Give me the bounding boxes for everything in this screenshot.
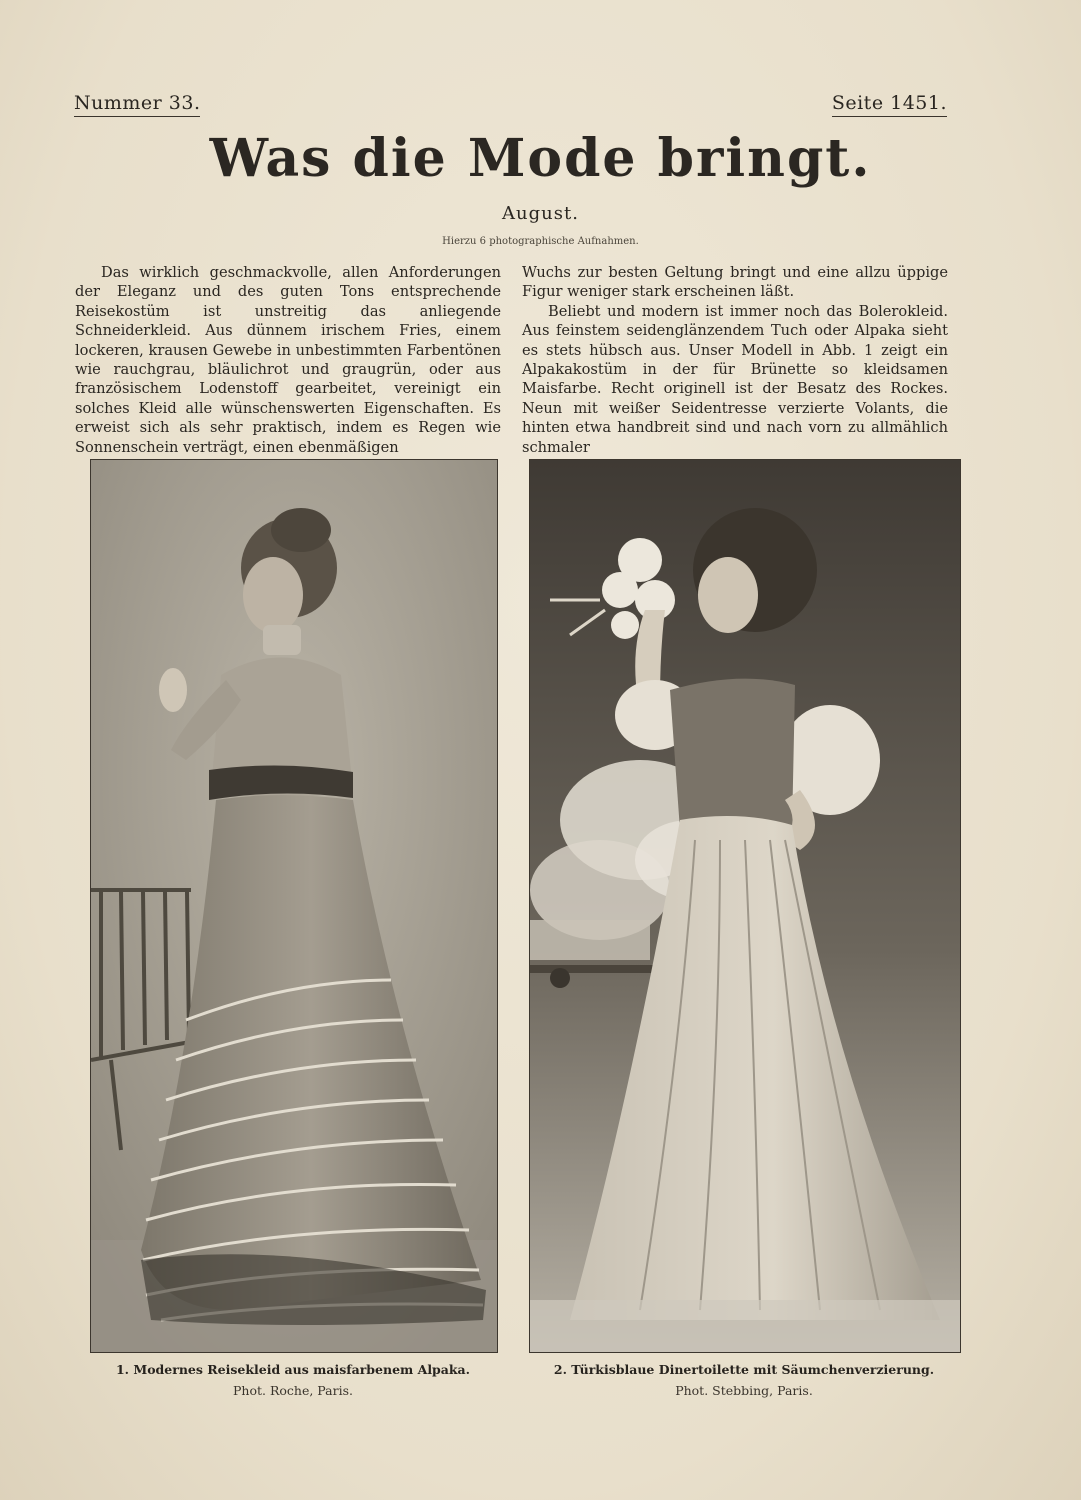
figure-2-caption: 2. Türkisblaue Dinertoilette mit Säumchenverzierung. <box>553 1362 935 1377</box>
paragraph: Beliebt und modern ist immer noch das Bolerokleid. Aus feinstem seidenglänzendem Tuch oder Alpaka sieht es stets hübsch aus. Unser Modell in Abb. 1 zeigt ein Alpakakostüm in der für Brünette so kleidsamen Maisfarbe. Recht originell ist der Besatz des Rockes. Neun mit weißer Seidentresse verzierte Volants, die hinten etwa handbreit sind und nach vorn zu allmählich schmaler <box>522 302 948 456</box>
article-month: August. <box>502 203 579 224</box>
travel-dress-illustration <box>91 460 497 1352</box>
article-title: Was die Mode bringt. <box>209 128 872 189</box>
page-number: Seite 1451. <box>832 92 947 117</box>
issue-number: Nummer 33. <box>74 92 200 117</box>
figure-1-caption: 1. Modernes Reisekleid aus maisfarbenem Alpaka. <box>115 1362 471 1377</box>
paragraph: Das wirklich geschmackvolle, allen Anforderungen der Eleganz und des guten Tons entsprechende Reisekostüm ist unstreitig das anliegende Schneiderkleid. Aus dünnem irischem Fries, einem lockeren, krausen Gewebe in unbestimmten Farbentönen wie rauchgrau, bläulichrot und graugrün, oder aus französischem Lodenstoff gearbeitet, vereinigt ein solches Kleid alle wünschenswerten Eigenschaften. Es erweist sich als sehr praktisch, indem es Regen wie Sonnenschein verträgt, einen ebenmäßigen <box>75 264 501 456</box>
figure-2-credit: Phot. Stebbing, Paris. <box>675 1383 813 1398</box>
photo-travel-dress <box>90 459 498 1353</box>
figure-1-credit: Phot. Roche, Paris. <box>233 1383 353 1398</box>
text-column-left <box>75 263 501 457</box>
photo-note: Hierzu 6 photographische Aufnahmen. <box>442 236 639 247</box>
photo-dinner-gown <box>529 459 961 1353</box>
paragraph: Wuchs zur besten Geltung bringt und eine allzu üppige Figur weniger stark erscheinen läßt. <box>522 264 948 301</box>
text-column-right <box>522 263 948 457</box>
dinner-gown-illustration <box>530 460 960 1352</box>
